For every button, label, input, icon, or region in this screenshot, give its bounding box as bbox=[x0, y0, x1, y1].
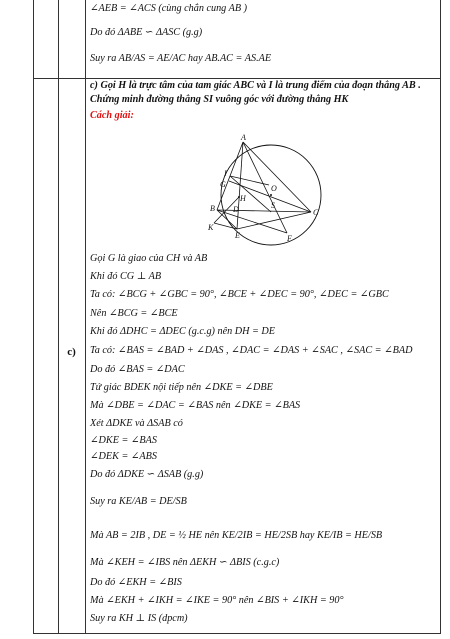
label-K: K bbox=[208, 223, 214, 232]
text-line: Mà ∠KEH = ∠IBS nên ΔEKH ∽ ΔBIS (c.g.c) bbox=[90, 557, 280, 568]
geometry-figure bbox=[207, 133, 327, 251]
segment-BC bbox=[217, 210, 311, 212]
text-line: Do đó ΔABE ∽ ΔASC (g.g) bbox=[90, 27, 203, 38]
text-line: Do đó ∠EKH = ∠BIS bbox=[90, 577, 182, 588]
label-G: G bbox=[220, 180, 226, 189]
segment-BF bbox=[217, 210, 287, 233]
label-F: F bbox=[287, 234, 292, 243]
text-line: Khi đó ΔDHC = ΔDEC (g.c.g) nên DH = DE bbox=[90, 326, 276, 337]
label-H: H bbox=[240, 194, 246, 203]
text-line: Nên ∠BCG = ∠BCE bbox=[90, 308, 178, 319]
text-line: Ta có: ∠BCG + ∠GBC = 90°, ∠BCE + ∠DEC = 90°, ∠DEC = ∠GBC bbox=[90, 289, 389, 300]
label-O: O bbox=[271, 184, 277, 193]
label-A: A bbox=[241, 133, 246, 142]
text-line: Mà ∠DBE = ∠DAC = ∠BAS nên ∠DKE = ∠BAS bbox=[90, 400, 301, 411]
text-line: Suy ra AB/AS = AE/AC hay AB.AC = AS.AE bbox=[90, 53, 272, 64]
text-line: c) Gọi H là trực tâm của tam giác ABC và I là trung điểm của đoạn thẳng AB . bbox=[90, 80, 421, 91]
point-O bbox=[270, 194, 272, 196]
label-I: I bbox=[224, 169, 227, 178]
label-B: B bbox=[210, 204, 215, 213]
text-line: Suy ra KE/AB = DE/SB bbox=[90, 496, 187, 507]
text-line: Tứ giác BDEK nội tiếp nên ∠DKE = ∠DBE bbox=[90, 382, 273, 393]
text-line: Chứng minh đường thẳng SI vuông góc với đường thẳng HK bbox=[90, 94, 349, 105]
text-line: ∠DEK = ∠ABS bbox=[90, 451, 157, 462]
text-line: Mà ∠EKH + ∠IKH = ∠IKE = 90° nên ∠BIS + ∠IKH = 90° bbox=[90, 595, 344, 606]
label-D: D bbox=[233, 205, 239, 214]
label-S: S bbox=[271, 201, 275, 210]
text-line: Gọi G là giao của CH và AB bbox=[90, 253, 208, 264]
text-line: Do đó ΔDKE ∽ ΔSAB (g.g) bbox=[90, 469, 204, 480]
text-line: Khi đó CG ⊥ AB bbox=[90, 271, 162, 282]
segment-AC bbox=[243, 142, 311, 212]
text-line: Xét ΔDKE và ΔSAB có bbox=[90, 418, 183, 429]
text-line: Mà AB = 2IB , DE = ½ HE nên KE/2IB = HE/2SB hay KE/IB = HE/SB bbox=[90, 530, 383, 541]
column-divider bbox=[85, 0, 86, 634]
text-line: Cách giải: bbox=[90, 110, 134, 121]
column-divider bbox=[58, 0, 59, 634]
text-line: ∠DKE = ∠BAS bbox=[90, 435, 157, 446]
row-label: c) bbox=[67, 346, 76, 358]
text-line: Suy ra KH ⊥ IS (dpcm) bbox=[90, 613, 188, 624]
label-E: E bbox=[235, 231, 240, 240]
text-line: Do đó ∠BAS = ∠DAC bbox=[90, 364, 185, 375]
text-line: Ta có: ∠BAS = ∠BAD + ∠DAS , ∠DAC = ∠DAS + ∠SAC , ∠SAC = ∠BAD bbox=[90, 345, 413, 356]
label-C: C bbox=[313, 208, 319, 217]
text-line: ∠AEB = ∠ACS (cùng chắn cung AB ) bbox=[90, 3, 248, 14]
